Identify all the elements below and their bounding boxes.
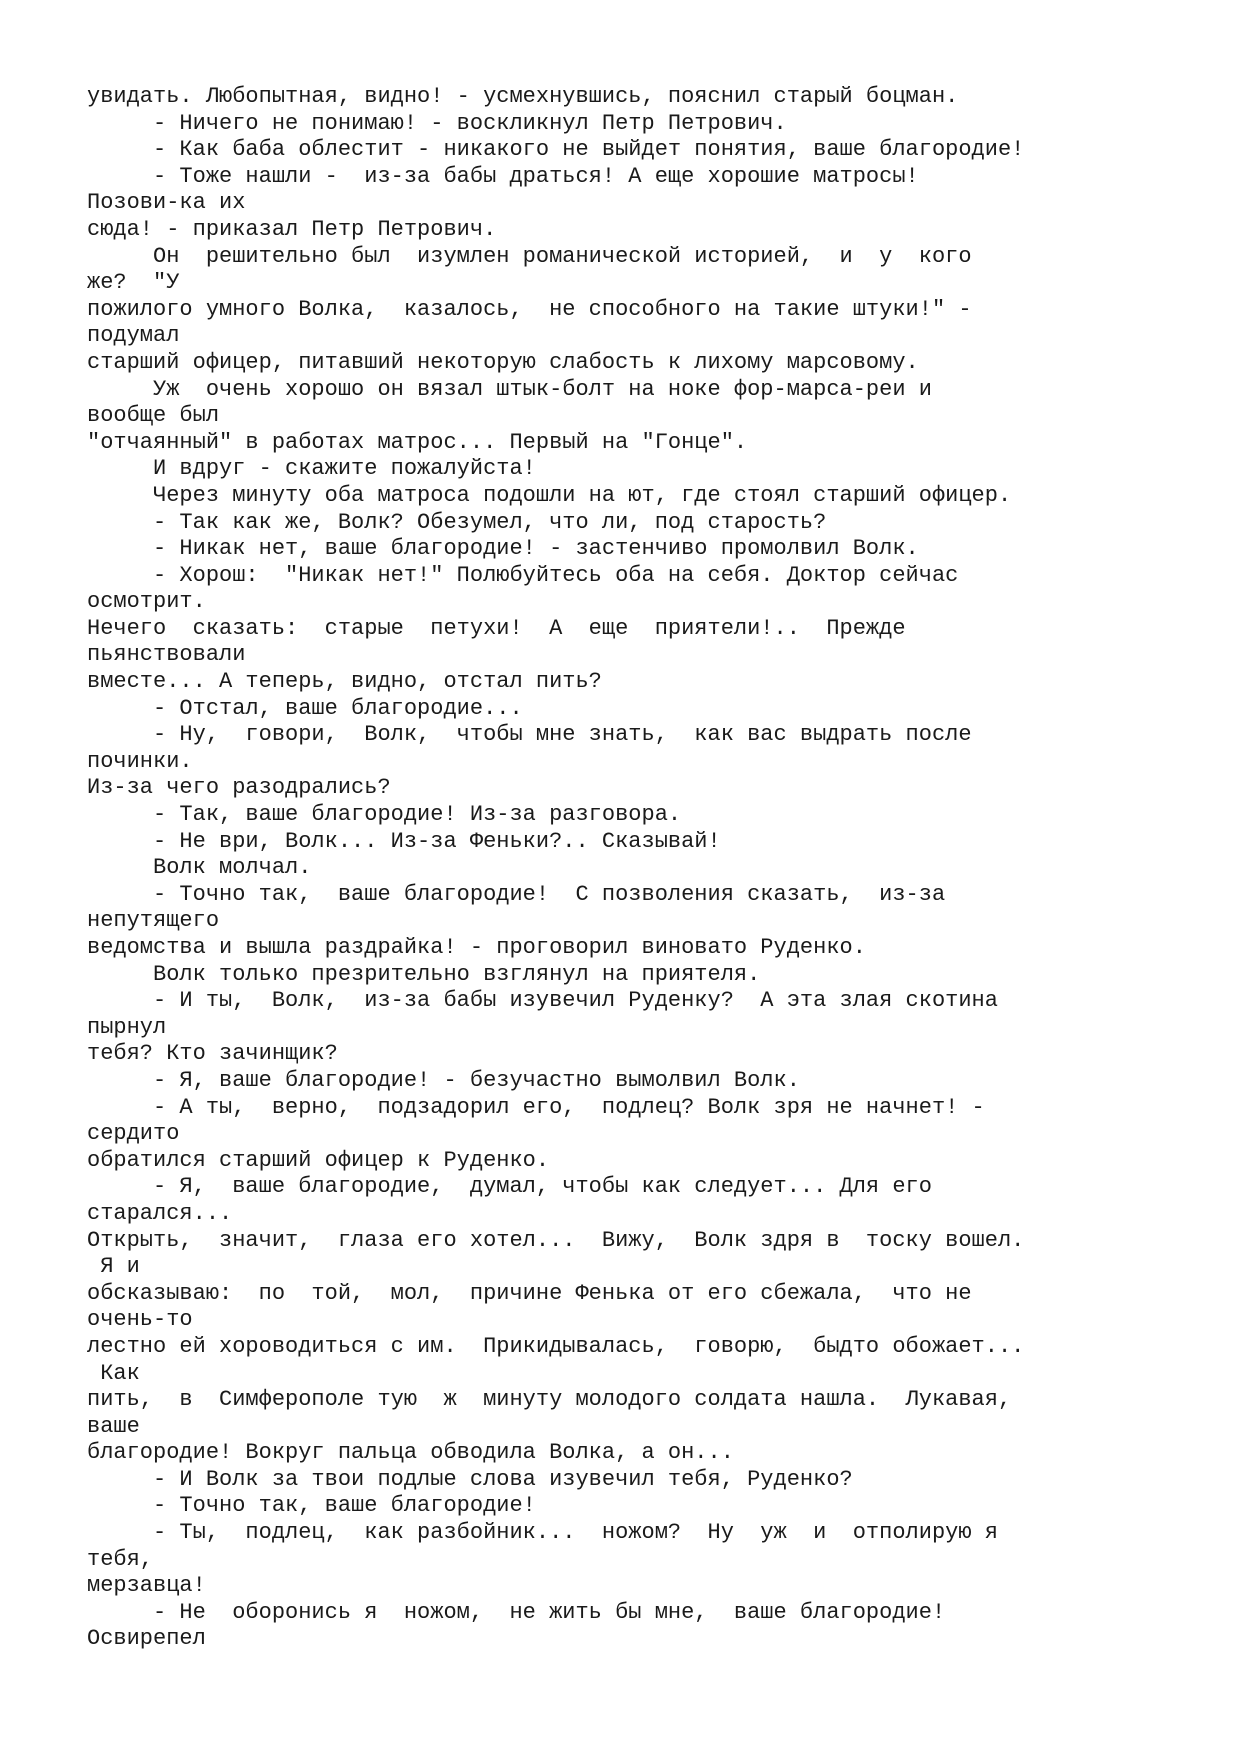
text-line: - Точно так, ваше благородие! С позволения сказать, из-за (87, 881, 946, 907)
text-line: - Не ври, Волк... Из-за Феньки?.. Сказывай! (87, 828, 721, 854)
text-line: осмотрит. (87, 589, 206, 615)
text-line: Уж очень хорошо он вязал штык-болт на ноке фор-марса-реи и (87, 376, 932, 402)
text-line: - Так как же, Волк? Обезумел, что ли, под старость? (87, 509, 827, 535)
text-line: починки. (87, 748, 193, 774)
text-line: - Тоже нашли - из-за бабы драться! А еще хорошие матросы! (87, 163, 919, 189)
text-line: лестно ей хороводиться с им. Прикидывалась, говорю, быдто обожает... (87, 1333, 1025, 1359)
text-line: - Так, ваше благородие! Из-за разговора. (87, 802, 682, 828)
text-line: Волк молчал. (87, 855, 312, 881)
text-line: - Не оборонись я ножом, не жить бы мне, ваше благородие! (87, 1599, 946, 1625)
text-line: - Ну, говори, Волк, чтобы мне знать, как вас выдрать после (87, 722, 972, 748)
text-line: сюда! - приказал Петр Петрович. (87, 216, 497, 242)
text-line: старший офицер, питавший некоторую слабость к лихому марсовому. (87, 349, 919, 375)
text-line: Открыть, значит, глаза его хотел... Вижу, Волк здря в тоску вошел. (87, 1227, 1025, 1253)
text-line: - Точно так, ваше благородие! (87, 1493, 536, 1519)
text-line: сердито (87, 1121, 180, 1147)
text-line: обсказываю: по той, мол, причине Фенька от его сбежала, что не (87, 1280, 972, 1306)
text-line: старался... (87, 1200, 233, 1226)
text-line: Позови-ка их (87, 190, 246, 216)
text-line: И вдруг - скажите пожалуйста! (87, 456, 536, 482)
text-line: "отчаянный" в работах матрос... Первый на "Гонце". (87, 429, 748, 455)
text-line: пожилого умного Волка, казалось, не способного на такие штуки!" - (87, 296, 972, 322)
text-line: - Ничего не понимаю! - воскликнул Петр Петрович. (87, 110, 787, 136)
text-line: благородие! Вокруг пальца обводила Волка, а он... (87, 1440, 734, 1466)
text-line: Как (87, 1360, 140, 1386)
text-line: вместе... А теперь, видно, отстал пить? (87, 669, 602, 695)
text-line: - А ты, верно, подзадорил его, подлец? Волк зря не начнет! - (87, 1094, 985, 1120)
text-line: - И Волк за твои подлые слова изувечил тебя, Руденко? (87, 1466, 853, 1492)
text-line: - Ты, подлец, как разбойник... ножом? Ну уж и отполирую я (87, 1520, 998, 1546)
text-line: - Хорош: "Никак нет!" Полюбуйтесь оба на себя. Доктор сейчас (87, 562, 959, 588)
text-line: пьянствовали (87, 642, 246, 668)
text-line: - Я, ваше благородие, думал, чтобы как следует... Для его (87, 1174, 932, 1200)
document-text (87, 84, 1207, 1653)
text-line: тебя, (87, 1546, 154, 1572)
text-line: - Отстал, ваше благородие... (87, 695, 523, 721)
text-line: непутящего (87, 908, 220, 934)
text-line: Освирепел (87, 1626, 206, 1652)
text-line: тебя? Кто зачинщик? (87, 1041, 338, 1067)
text-line: очень-то (87, 1307, 193, 1333)
text-line: мерзавца! (87, 1573, 206, 1599)
text-line: Нечего сказать: старые петухи! А еще приятели!.. Прежде (87, 615, 906, 641)
text-line: Из-за чего разодрались? (87, 775, 391, 801)
text-line: пить, в Симферополе тую ж минуту молодого солдата нашла. Лукавая, (87, 1387, 1012, 1413)
text-line: Волк только презрительно взглянул на приятеля. (87, 961, 761, 987)
text-line: подумал (87, 323, 180, 349)
text-line: вообще был (87, 403, 220, 429)
text-line: - И ты, Волк, из-за бабы изувечил Руденку? А эта злая скотина (87, 988, 998, 1014)
text-line: Он решительно был изумлен романической историей, и у кого (87, 243, 972, 269)
text-line: ваше (87, 1413, 140, 1439)
text-line: обратился старший офицер к Руденко. (87, 1147, 550, 1173)
text-line: - Никак нет, ваше благородие! - застенчиво промолвил Волк. (87, 536, 919, 562)
text-line: Я и (87, 1254, 140, 1280)
text-line: - Я, ваше благородие! - безучастно вымолвил Волк. (87, 1067, 800, 1093)
text-line: увидать. Любопытная, видно! - усмехнувшись, пояснил старый боцман. (87, 84, 959, 109)
text-line: же? "У (87, 270, 180, 296)
text-line: ведомства и вышла раздрайка! - проговорил виновато Руденко. (87, 935, 866, 960)
text-line: Через минуту оба матроса подошли на ют, где стоял старший офицер. (87, 482, 1012, 508)
text-line: - Как баба облестит - никакого не выйдет понятия, ваше благородие! (87, 137, 1025, 163)
text-line: пырнул (87, 1014, 167, 1040)
